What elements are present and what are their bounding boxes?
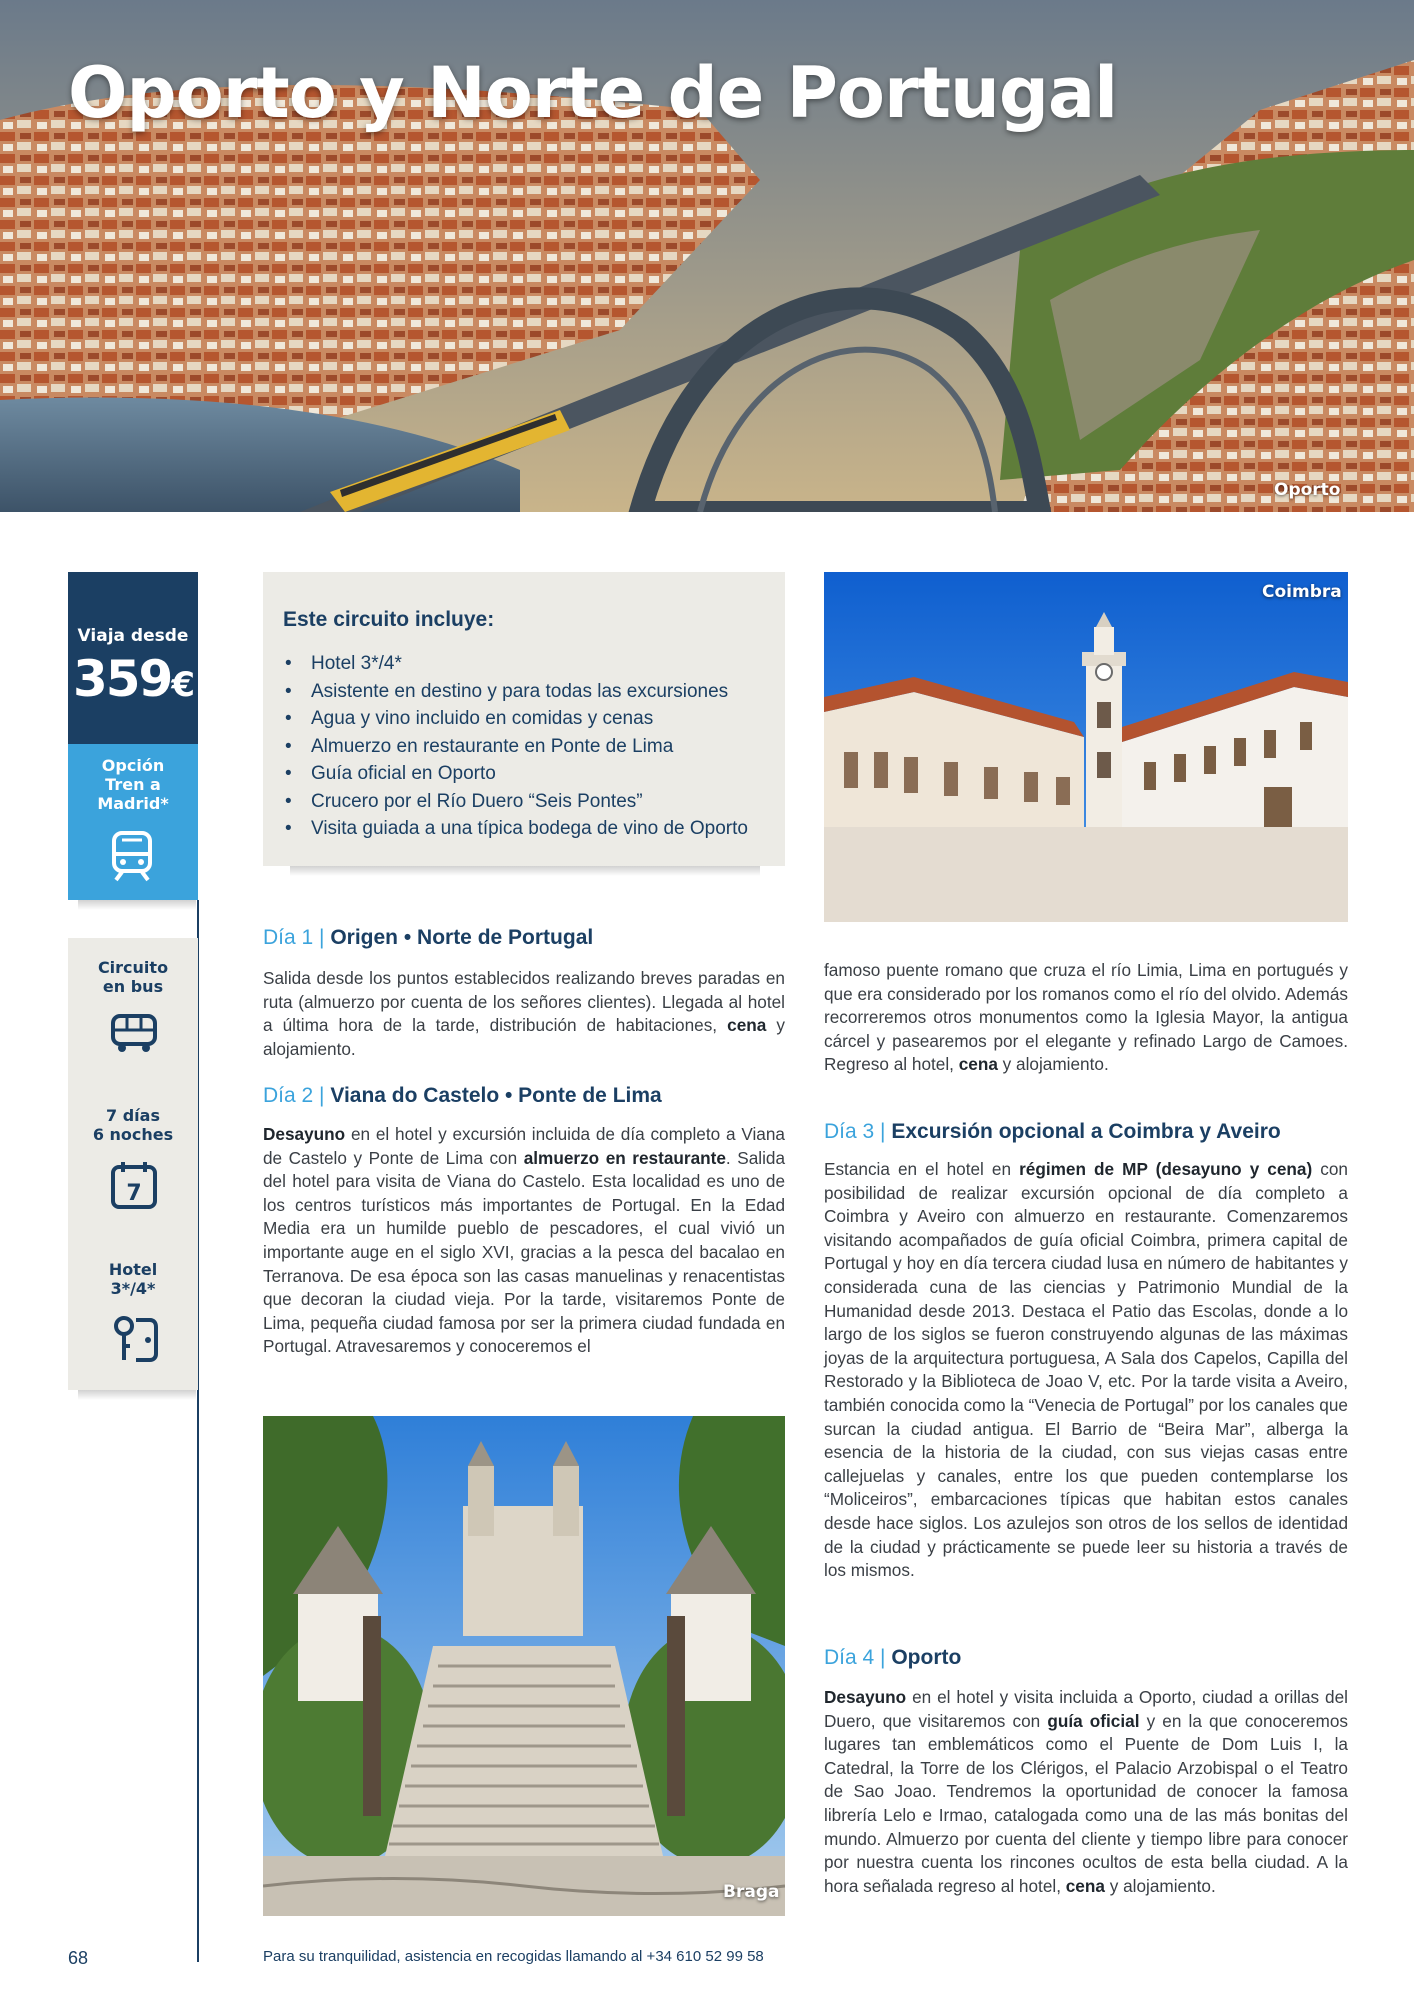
train-option-box [68, 744, 198, 900]
coimbra-photo [824, 572, 1348, 922]
hotel-key-icon [110, 1314, 158, 1364]
price-currency: € [171, 665, 194, 705]
coimbra-caption: Coimbra [1262, 582, 1342, 602]
day-4-title: Oporto [891, 1646, 962, 1669]
day-3-heading: Día 3 | Excursión opcional a Coimbra y Aveiro [824, 1120, 1281, 1143]
day-2-title: Viana do Castelo • Ponte de Lima [330, 1084, 662, 1107]
price-amount: 359 [72, 650, 172, 708]
includes-item: • Agua y vino incluido en comidas y cenas [283, 705, 748, 733]
day-1-heading: Día 1 | Origen • Norte de Portugal [263, 926, 594, 949]
braga-photo [263, 1416, 785, 1916]
day-2-heading: Día 2 | Viana do Castelo • Ponte de Lima [263, 1084, 662, 1107]
coimbra-university-image [824, 572, 1348, 922]
day-3-text: Estancia en el hotel en régimen de MP (desayuno y cena) con posibilidad de realizar excursión opcional de día completo a Coimbra y Aveiro con almuerzo en restaurante. Comenzaremos visitando acompañados de guía oficial Coimbra, primera capital de Portugal y hoy en día tercera ciudad lusa en número de habitantes y considerada cuna de las ciencias y Patrimonio Mundial de la Humanidad desde 2013. Destaca el Patio das Escolas, donde a lo largo de los siglos se fueron construyendo algunas de las máximas joyas de la arquitectura portuguesa, A Sala dos Capelos, Capilla del Restorado y la Biblioteca de Joao V, etc. Por la tarde visita a Aveiro, también conocida como la “Venecia de Portugal” por los canales que surcan la ciudad antigua. El Barrio de “Beira Mar”, alberga la esencia de la historia de la ciudad, con sus viejas casas entre callejuelas y canales, entre los que pueden contemplarse los “Moliceiros”, embarcaciones típicas que habitan estos canales desde hace siglos. Los azulejos son otros de los sellos de identidad de la ciudad y prácticamente se puede leer su historia a través de los mismos. [824, 1159, 1348, 1581]
days-label: 7 días 6 noches [92, 1106, 174, 1144]
day-2-number: Día 2 [263, 1084, 314, 1107]
price-box [68, 572, 198, 744]
day-1-number: Día 1 [263, 926, 314, 949]
oporto-photo-caption: Oporto [1274, 480, 1341, 500]
hero-banner [0, 0, 1414, 512]
calendar-icon [110, 1160, 158, 1210]
day-2-text-continued: famoso puente romano que cruza el río Limia, Lima en portugués y que era considerado por los romanos como el río del olvido. Además recorreremos otros monumentos como la Iglesia Mayor, la antigua cárcel y pasearemos por el elegante y refinado Largo de Camoes. Regreso al hotel, cena y alojamiento. [824, 960, 1348, 1075]
train-box-shadow [78, 900, 196, 910]
day-1-title: Origen • Norte de Portugal [330, 926, 594, 949]
bus-label: Circuito en bus [97, 958, 169, 996]
train-option-label: Opción Tren a Madrid* [97, 756, 169, 813]
price-label: Viaja desde [77, 626, 189, 646]
includes-item: • Hotel 3*/4* [283, 650, 748, 678]
braga-sanctuary-image [263, 1416, 785, 1916]
includes-shadow [290, 866, 760, 876]
train-icon [108, 830, 156, 882]
day-3-number: Día 3 [824, 1120, 875, 1143]
includes-box [263, 572, 785, 866]
day-1-text: Salida desde los puntos establecidos realizando breves paradas en ruta (almuerzo por cuenta de los señores clientes). Llegada al hotel a última hora de la tarde, distribución de habitaciones, cena y alojamiento. [263, 968, 785, 1059]
calendar-number: 7 [126, 1181, 142, 1206]
includes-item: • Almuerzo en restaurante en Ponte de Lima [283, 733, 748, 761]
assistance-note: Para su tranquilidad, asistencia en recogidas llamando al +34 610 52 99 58 [263, 1948, 764, 1965]
includes-item: • Crucero por el Río Duero “Seis Pontes” [283, 788, 748, 816]
page-title: Oporto y Norte de Portugal [68, 52, 1118, 134]
includes-item: • Guía oficial en Oporto [283, 760, 748, 788]
price-value [68, 650, 198, 708]
page-number: 68 [68, 1948, 89, 1968]
bus-icon [110, 1012, 158, 1056]
day-3-title: Excursión opcional a Coimbra y Aveiro [891, 1120, 1281, 1143]
day-4-heading: Día 4 | Oporto [824, 1646, 962, 1669]
includes-title: Este circuito incluye: [283, 608, 495, 631]
includes-item: • Visita guiada a una típica bodega de vino de Oporto [283, 815, 748, 843]
hotel-label: Hotel 3*/4* [108, 1260, 158, 1298]
day-4-text: Desayuno en el hotel y visita incluida a Oporto, ciudad a orillas del Duero, que visitaremos con guía oficial y en la que conoceremos lugares tan emblemáticos como el Puente de Dom Luis I, la Catedral, la Torre de los Clérigos, el Palacio Arzobispal o el Teatro de Sao Joao. Tendremos la oportunidad de conocer la famosa librería Lelo e Irmao, catalogada como una de las más bonitas del mundo. Almuerzo por cuenta del cliente y tiempo libre para conocer por nuestra cuenta los rincones ocultos de esta bella ciudad. A la hora señalada regreso al hotel, cena y alojamiento. [824, 1687, 1348, 1896]
day-4-number: Día 4 [824, 1646, 875, 1669]
includes-item: • Asistente en destino y para todas las excursiones [283, 678, 748, 706]
braga-caption: Braga [723, 1882, 780, 1902]
trip-info-box [68, 938, 198, 1390]
info-box-shadow [78, 1390, 196, 1400]
day-2-text: Desayuno en el hotel y excursión incluida de día completo a Viana de Castelo y Ponte de Lima con almuerzo en restaurante. Salida del hotel para visita de Viana do Castelo. Esta localidad es uno de los centros turísticos más importantes de Portugal. En la Edad Media era un humilde pueblo de pescadores, el cual vivió un importante auge en el siglo XVI, gracias a la pesca del bacalao en Terranova. De esa época son las casas manuelinas y renacentistas que decoran la ciudad vieja. Por la tarde, visitaremos Ponte de Lima, pequeña ciudad famosa por ser la primera ciudad fundada en Portugal. Atravesaremos y conoceremos el [263, 1124, 786, 1357]
includes-list [283, 650, 748, 843]
